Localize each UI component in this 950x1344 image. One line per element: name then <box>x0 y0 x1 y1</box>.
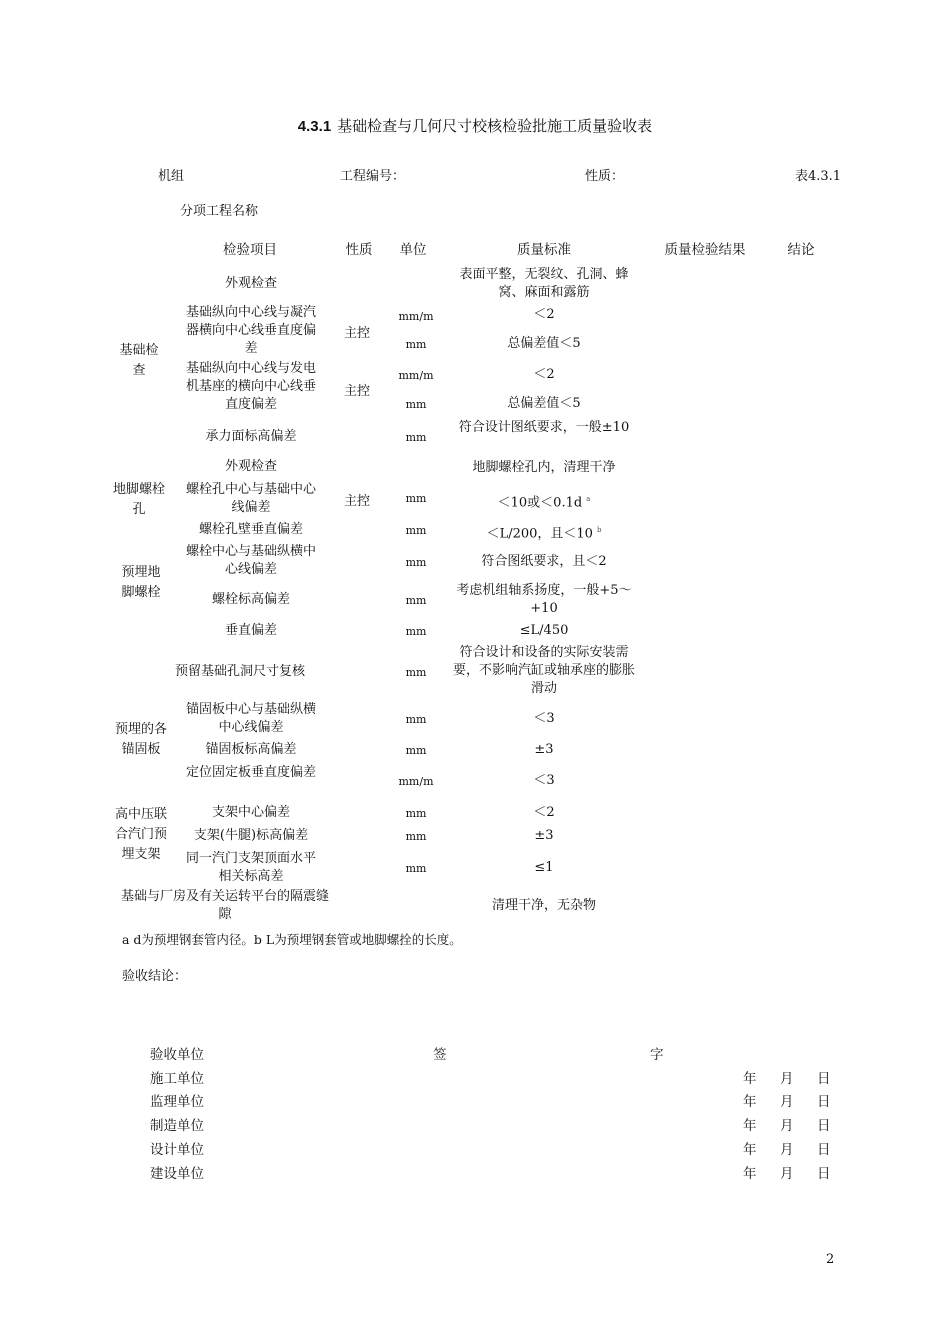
item-cell: 螺栓标高偏差 <box>211 592 290 607</box>
standard-cell: ＜2 <box>533 307 555 322</box>
unit-cell: mm <box>405 524 427 537</box>
unit-cell: mm/m <box>398 310 434 323</box>
nature-cell: 主控 <box>344 384 371 399</box>
date-year: 年 <box>743 1071 757 1087</box>
header-item: 检验项目 <box>223 242 277 258</box>
item-cell: 锚固板标高偏差 <box>205 742 297 757</box>
footnote: a d为预埋钢套管内径。b L为预埋钢套管或地脚螺拴的长度。 <box>122 932 462 947</box>
unit-cell: mm <box>405 807 427 820</box>
meta-nature: 性质： <box>585 169 625 184</box>
conclusion-label: 验收结论： <box>122 969 188 984</box>
sign-unit: 施工单位 <box>150 1071 204 1087</box>
group-valve-support: 高中压联合汽门预埋支架 <box>114 807 167 862</box>
item-cell: 支架中心偏差 <box>211 805 290 820</box>
sign-unit: 设计单位 <box>150 1142 204 1158</box>
item-cell: 螺栓孔壁垂直偏差 <box>198 522 303 537</box>
unit-cell: mm <box>405 556 427 569</box>
title-number: 4.3.1 <box>297 118 332 135</box>
date-year: 年 <box>743 1142 757 1158</box>
unit-cell: mm/m <box>398 775 434 788</box>
group-foundation: 基础检查 <box>119 343 159 378</box>
unit-cell: mm <box>405 713 427 726</box>
standard-cell: ±3 <box>534 742 554 757</box>
standard-cell: ＜3 <box>533 773 555 788</box>
unit-cell: mm <box>405 830 427 843</box>
title-text: 基础检查与几何尺寸校核检验批施工质量验收表 <box>337 117 653 135</box>
item-cell: 同一汽门支架顶面水平相关标高差 <box>185 851 316 884</box>
standard-cell: 地脚螺栓孔内，清理干净 <box>472 460 616 475</box>
item-cell: 基础纵向中心线与发电机基座的横向中心线垂直度偏差 <box>185 361 316 412</box>
item-cell: 定位固定板垂直度偏差 <box>185 765 316 780</box>
meta-project-no: 工程编号： <box>340 169 406 184</box>
unit-cell: mm <box>405 431 427 444</box>
subproject-label: 分项工程名称 <box>180 204 259 219</box>
date-year: 年 <box>743 1094 757 1110</box>
page-number: 2 <box>826 1252 835 1267</box>
unit-cell: mm <box>405 744 427 757</box>
meta-unit: 机组 <box>158 169 185 184</box>
meta-table-no: 表4.3.1 <box>795 169 842 184</box>
unit-cell: mm <box>405 594 427 607</box>
standard-text: ＜10或＜0.1d <box>497 495 583 511</box>
standard-cell: ＜3 <box>533 711 555 726</box>
item-cell: 垂直偏差 <box>224 623 277 638</box>
date-day: 日 <box>817 1142 831 1158</box>
page-title <box>0 115 950 136</box>
standard-cell: 符合图纸要求，且＜2 <box>481 554 607 569</box>
unit-cell: mm <box>405 625 427 638</box>
date-month: 月 <box>780 1142 794 1158</box>
nature-cell: 主控 <box>344 326 371 341</box>
standard-cell: 符合设计图纸要求，一般±10 <box>458 420 630 435</box>
standard-cell: ±3 <box>534 828 554 843</box>
date-day: 日 <box>817 1118 831 1134</box>
item-cell: 基础纵向中心线与凝汽器横向中心线垂直度偏差 <box>185 305 316 356</box>
date-day: 日 <box>817 1071 831 1087</box>
item-cell: 预留基础孔洞尺寸复核 <box>174 664 305 679</box>
sign-header-unit: 验收单位 <box>150 1047 204 1063</box>
nature-cell: 主控 <box>344 494 371 509</box>
standard-cell: ＜2 <box>533 367 555 382</box>
standard-cell <box>448 521 640 543</box>
item-cell: 外观检查 <box>224 276 277 291</box>
group-anchor-hole: 地脚螺栓孔 <box>112 482 165 517</box>
item-cell: 外观检查 <box>224 459 277 474</box>
group-embedded-bolt: 预埋地脚螺栓 <box>121 565 161 600</box>
standard-cell <box>448 490 640 512</box>
header-result: 质量检验结果 <box>664 242 746 258</box>
standard-cell: 总偏差值＜5 <box>507 336 581 351</box>
sign-header-char: 字 <box>650 1047 664 1063</box>
item-cell: 螺栓中心与基础纵横中心线偏差 <box>185 544 316 577</box>
standard-cell: 表面平整，无裂纹、孔洞、蜂窝、麻面和露筋 <box>459 267 629 300</box>
standard-cell: 总偏差值＜5 <box>507 396 581 411</box>
unit-cell: mm <box>405 492 427 505</box>
header-unit: 单位 <box>399 242 427 258</box>
footnote-marker: a <box>586 495 591 503</box>
footnote-marker: b <box>596 526 602 534</box>
sign-header-sign: 签 <box>433 1047 447 1063</box>
date-month: 月 <box>780 1118 794 1134</box>
item-cell: 螺栓孔中心与基础中心线偏差 <box>185 482 316 515</box>
date-day: 日 <box>817 1094 831 1110</box>
standard-cell: ≤L/450 <box>519 623 569 638</box>
unit-cell: mm/m <box>398 369 434 382</box>
unit-cell: mm <box>405 398 427 411</box>
unit-cell: mm <box>405 338 427 351</box>
date-year: 年 <box>743 1166 757 1182</box>
item-cell: 承力面标高偏差 <box>205 429 297 444</box>
standard-cell: 符合设计和设备的实际安装需要，不影响汽缸或轴承座的膨胀滑动 <box>452 645 635 696</box>
date-month: 月 <box>780 1166 794 1182</box>
standard-cell: 清理干净，无杂物 <box>491 898 596 913</box>
standard-cell: ＜2 <box>533 805 555 820</box>
date-day: 日 <box>817 1166 831 1182</box>
sign-unit: 监理单位 <box>150 1094 204 1110</box>
item-cell: 基础与厂房及有关运转平台的隔震缝隙 <box>120 889 329 922</box>
group-anchor-plate: 预埋的各锚固板 <box>114 722 167 757</box>
item-cell: 锚固板中心与基础纵横中心线偏差 <box>185 702 316 735</box>
standard-cell: 考虑机组轴系扬度，一般+5～+10 <box>456 583 632 616</box>
header-nature: 性质 <box>345 242 373 258</box>
date-month: 月 <box>780 1094 794 1110</box>
standard-text: ＜L/200，且＜10 <box>486 526 593 542</box>
standard-cell: ≤1 <box>534 860 554 875</box>
sign-unit: 建设单位 <box>150 1166 204 1182</box>
header-conclusion: 结论 <box>787 242 815 258</box>
unit-cell: mm <box>405 862 427 875</box>
header-standard: 质量标准 <box>517 242 571 258</box>
date-month: 月 <box>780 1071 794 1087</box>
item-cell: 支架(牛腿)标高偏差 <box>193 828 309 843</box>
sign-unit: 制造单位 <box>150 1118 204 1134</box>
unit-cell: mm <box>405 666 427 679</box>
date-year: 年 <box>743 1118 757 1134</box>
